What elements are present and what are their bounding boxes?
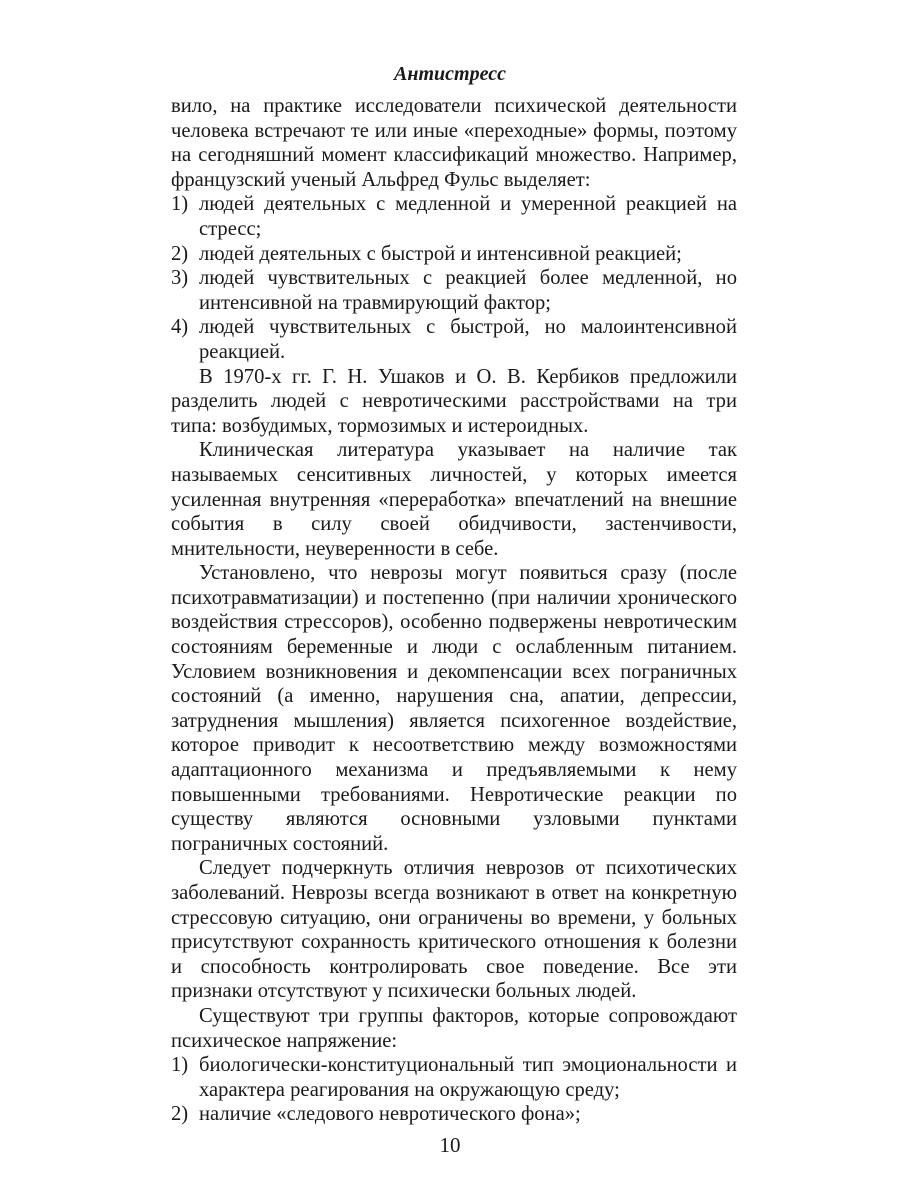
paragraph: Установлено, что неврозы могут появиться сразу (после психотравматизации) и постепенно (при наличии хронического воздействия стрессоров), особенно подвержены невротическим состояниям беременные и люди с ослабленным питанием. Условием возникновения и декомпенсации всех пограничных состояний (а именно, нарушения сна, апатии, депрессии, затруднения мышления) является психогенное воздействие, которое приводит к несоответствию между возможностями адаптационного механизма и предъявляемыми к нему повышенными требованиями. Невротические реакции по существу являются основными узловыми пунктами пограничных состояний.	[171, 562, 737, 855]
reaction-type-list	[171, 192, 737, 364]
list-item	[171, 1102, 737, 1127]
list-item	[171, 242, 737, 267]
list-item	[171, 266, 737, 315]
list-item	[171, 192, 737, 241]
list-item	[171, 315, 737, 364]
list-item-text: людей чувствительных с быстрой, но малоинтенсивной реакцией.	[199, 316, 737, 363]
list-item-number: 4)	[171, 316, 189, 339]
list-item-number: 3)	[171, 267, 189, 290]
paragraph-continuation: вило, на практике исследователи психической деятельности человека встречают те или иные «переходные» формы, поэтому на сегодняшний момент классификаций множество. Например, французский ученый Альфред Фульс выделяет:	[171, 95, 737, 191]
list-item-number: 1)	[171, 1054, 189, 1077]
paragraph: В 1970-х гг. Г. Н. Ушаков и О. В. Кербиков предложили разделить людей с невротическими расстройствами на три типа: возбудимых, тормозимых и истероидных.	[171, 365, 737, 437]
list-item-text: людей чувствительных с реакцией более медленной, но интенсивной на травмирующий фактор;	[199, 267, 737, 314]
list-item-text: наличие «следового невротического фона»;	[199, 1103, 581, 1126]
list-item	[171, 1053, 737, 1102]
paragraph: Клиническая литература указывает на наличие так называемых сенситивных личностей, у которых имеется усиленная внутренняя «переработка» впечатлений на внешние события в силу своей обидчивости, застенчивости, мнительности, неуверенности в себе.	[171, 439, 737, 560]
page-number: 10	[439, 1133, 461, 1157]
list-item-number: 2)	[171, 1103, 189, 1126]
factor-group-list	[171, 1053, 737, 1127]
list-item-text: биологически-конституциональный тип эмоциональности и характера реагирования на окружающую среду;	[199, 1054, 737, 1101]
list-item-text: людей деятельных с медленной и умеренной реакцией на стресс;	[199, 193, 737, 240]
list-item-number: 1)	[171, 193, 189, 216]
paragraph: Следует подчеркнуть отличия неврозов от психотических заболеваний. Неврозы всегда возникают в ответ на конкретную стрессовую ситуацию, они ограничены во времени, у больных присутствуют сохранность критического отношения к болезни и способность контролировать свое поведение. Все эти признаки отсутствуют у психически больных людей.	[171, 857, 737, 1003]
running-header: Антистресс	[394, 63, 506, 85]
paragraph: Существуют три группы факторов, которые сопровождают психическое напряжение:	[171, 1004, 737, 1052]
page-text	[171, 94, 737, 1127]
list-item-text: людей деятельных с быстрой и интенсивной реакцией;	[199, 242, 682, 265]
list-item-number: 2)	[171, 242, 189, 265]
